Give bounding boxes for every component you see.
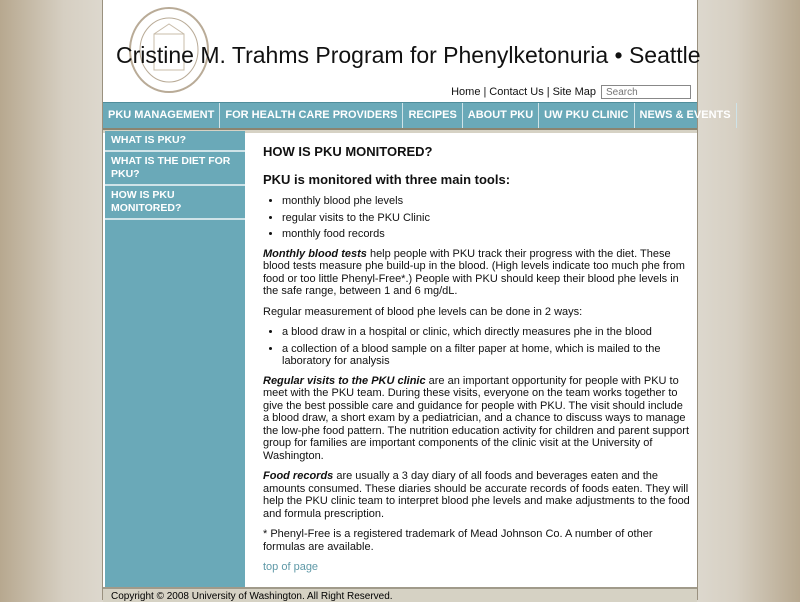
list-item: • monthly blood phe levels <box>282 195 691 208</box>
list-item: • regular visits to the PKU Clinic <box>282 212 691 225</box>
subheading: PKU is monitored with three main tools: <box>263 172 511 187</box>
paragraph-text: are an important opportunity for people with PKU to meet with the PKU team. During these visits, everyone on the team works together to give the best possible care and guidance for people with PKU. The visit should include a blood draw, a short exam by a pediatrician, and a chance to discuss ways to manage the low-phe food pattern. The nutrition education activity for children and parent support group for families are important components of the clinic visit at the University of Washington. <box>263 374 690 462</box>
sidebar <box>105 131 245 587</box>
lead-text: Regular visits to the PKU clinic <box>263 374 426 387</box>
ways-list <box>263 326 691 368</box>
sidebar-item-monitored[interactable]: HOW IS PKU MONITORED? <box>105 186 245 220</box>
footnote: * Phenyl-Free is a registered trademark of Mead Johnson Co. A number of other formulas are available. <box>263 528 653 553</box>
paragraph-text: are usually a 3 day diary of all foods and beverages eaten and the amounts consumed. These diaries should be accurate records of foods eaten. They will help the PKU clinic team to interpret blood phe levels and make adjustments to the food and formula prescription. <box>263 470 690 520</box>
contact-us-link[interactable]: Contact Us <box>489 86 544 98</box>
page-heading: HOW IS PKU MONITORED? <box>263 144 433 159</box>
separator: | <box>483 86 487 98</box>
tools-list <box>263 195 691 241</box>
paragraph <box>263 375 691 463</box>
paragraph-text: help people with PKU track their progress with the diet. These blood tests measure phe build-up in the blood. (High levels indicate too much phe from food or too little Phenyl-Free*.) People with PKU should keep their blood phe levels in the safe range, between 1 and 6 mg/dL. <box>263 247 685 297</box>
nav-recipes[interactable]: RECIPES <box>403 103 462 128</box>
main-nav <box>103 102 731 130</box>
site-map-link[interactable]: Site Map <box>552 86 596 98</box>
lead-text: Monthly blood tests <box>263 247 367 260</box>
list-item: • a collection of a blood sample on a filter paper at home, which is mailed to the laboratory for analysis <box>282 343 691 368</box>
paragraph <box>263 470 691 520</box>
nav-news-events[interactable]: NEWS & EVENTS <box>635 103 737 128</box>
header <box>103 0 701 102</box>
sidebar-item-diet[interactable]: WHAT IS THE DIET FOR PKU? <box>105 152 245 186</box>
site-title: Cristine M. Trahms Program for Phenylketonuria • Seattle <box>116 42 701 68</box>
nav-uw-pku-clinic[interactable]: UW PKU CLINIC <box>539 103 634 128</box>
nav-health-care-providers[interactable]: FOR HEALTH CARE PROVIDERS <box>220 103 403 128</box>
nav-pku-management[interactable]: PKU MANAGEMENT <box>103 103 220 128</box>
main-content <box>263 145 691 574</box>
separator: | <box>546 86 550 98</box>
nav-about-pku[interactable]: ABOUT PKU <box>463 103 539 128</box>
lead-text: Food records <box>263 470 334 482</box>
paragraph <box>263 248 691 298</box>
list-item: • monthly food records <box>282 228 691 241</box>
top-of-page-link[interactable]: top of page <box>263 561 319 573</box>
page <box>102 0 731 602</box>
list-item: • a blood draw in a hospital or clinic, which directly measures phe in the blood <box>282 326 691 339</box>
home-link[interactable]: Home <box>451 86 481 98</box>
footer-copyright: Copyright © 2008 University of Washington. All Right Reserved. <box>103 587 697 602</box>
utility-links <box>451 85 691 99</box>
sidebar-item-what-is-pku[interactable]: WHAT IS PKU? <box>105 131 245 152</box>
paragraph: Regular measurement of blood phe levels can be done in 2 ways: <box>263 305 583 318</box>
search-input[interactable] <box>601 85 691 99</box>
